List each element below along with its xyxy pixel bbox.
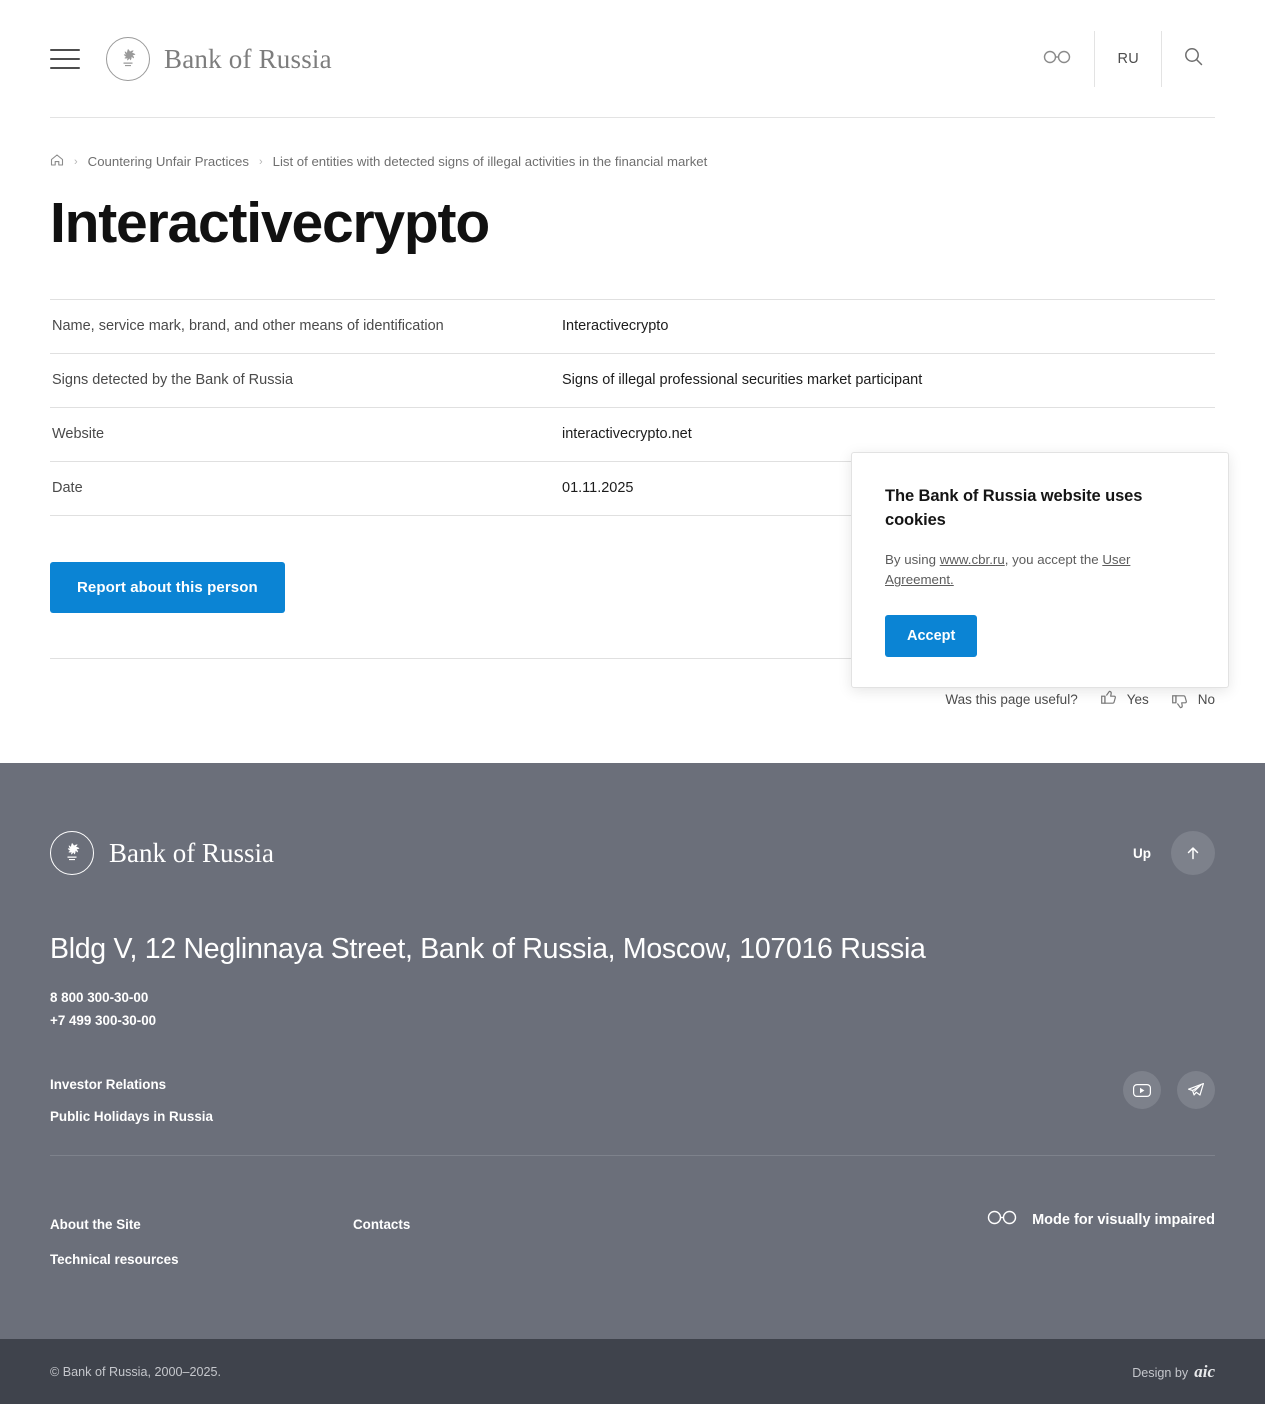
thumb-down-icon <box>1171 688 1189 711</box>
aic-studio-logo: aic <box>1194 1361 1215 1381</box>
footer-phone-2[interactable]: +7 499 300-30-00 <box>50 1013 157 1029</box>
feedback-no-label: No <box>1197 691 1215 707</box>
language-label: RU <box>1117 51 1139 67</box>
table-cell-label: Website <box>52 426 105 443</box>
arrow-up-icon <box>1171 831 1215 875</box>
footer-top-row <box>50 763 1215 875</box>
thumb-up-icon <box>1100 688 1118 711</box>
footer-phone-1[interactable]: 8 800 300-30-00 <box>50 990 149 1005</box>
site-header <box>0 0 1265 118</box>
footer-link-contacts[interactable]: Contacts <box>353 1217 411 1232</box>
cbr-website-link[interactable]: www.cbr.ru <box>939 551 1005 567</box>
footer-link-technical-resources[interactable]: Technical resources <box>50 1251 179 1267</box>
footer-links <box>50 1069 1215 1133</box>
design-by-label: Design by <box>1132 1365 1189 1380</box>
search-button[interactable] <box>1162 31 1225 87</box>
breadcrumb-separator: › <box>258 155 263 168</box>
footer-divider <box>50 1155 1215 1156</box>
home-icon[interactable] <box>50 153 64 170</box>
glasses-icon <box>1042 48 1072 70</box>
user-agreement-link[interactable]: User Agreement. <box>885 551 1131 588</box>
cookie-accept-button[interactable]: Accept <box>885 615 977 657</box>
hamburger-menu-icon[interactable] <box>50 49 80 69</box>
burger-line <box>50 67 80 69</box>
footer-link-public-holidays[interactable]: Public Holidays in Russia <box>50 1109 213 1125</box>
footer-bottom-column-2 <box>353 1208 853 1243</box>
feedback-yes-label: Yes <box>1126 691 1149 707</box>
cookie-consent-dialog <box>851 452 1229 688</box>
header-actions <box>1020 31 1225 87</box>
visually-impaired-mode-button[interactable] <box>986 1208 1215 1231</box>
footer-address: Bldg V, 12 Neglinnaya Street, Bank of Russia, Moscow, 107016 Russia <box>50 933 926 965</box>
design-by-credit[interactable] <box>1132 1362 1215 1382</box>
table-cell-label: Signs detected by the Bank of Russia <box>52 372 294 389</box>
page-title: Interactivecrypto <box>50 191 489 255</box>
scroll-to-top-label: Up <box>1133 845 1151 861</box>
eagle-emblem-icon <box>106 37 150 81</box>
table-cell-value: 01.11.2025 <box>562 480 634 497</box>
cookie-text-middle: , you accept the <box>1004 551 1103 567</box>
footer-logo-text: Bank of Russia <box>109 837 274 868</box>
visually-impaired-mode-label: Mode for visually impaired <box>1032 1211 1215 1228</box>
breadcrumb <box>50 153 1215 170</box>
glasses-icon <box>986 1208 1018 1231</box>
burger-line <box>50 49 80 51</box>
footer-social-links <box>1123 1071 1215 1109</box>
cookie-dialog-text <box>885 550 1195 591</box>
feedback-no-button[interactable] <box>1171 688 1215 711</box>
scroll-to-top-button[interactable] <box>1133 831 1215 875</box>
footer-bottom-row <box>50 1208 1215 1278</box>
table-cell-value: interactivecrypto.net <box>562 426 692 443</box>
accessibility-button[interactable] <box>1020 31 1094 87</box>
table-row <box>50 300 1215 354</box>
search-icon <box>1184 47 1203 71</box>
cookie-text-before: By using <box>885 551 940 567</box>
footer-link-investor-relations[interactable]: Investor Relations <box>50 1076 167 1092</box>
table-cell-label: Name, service mark, brand, and other means of identification <box>52 318 444 335</box>
cookie-dialog-title: The Bank of Russia website uses cookies <box>885 487 1143 529</box>
feedback-question: Was this page useful? <box>945 691 1078 707</box>
footer-bottom-column-1 <box>50 1208 353 1278</box>
table-cell-label: Date <box>52 480 83 497</box>
eagle-emblem-icon <box>50 831 94 875</box>
table-row <box>50 354 1215 408</box>
breadcrumb-item-countering-unfair-practices[interactable]: Countering Unfair Practices <box>87 154 249 169</box>
footer-phones <box>50 986 1215 1033</box>
youtube-icon[interactable] <box>1123 1071 1161 1109</box>
burger-line <box>50 58 80 60</box>
feedback-yes-button[interactable] <box>1100 688 1149 711</box>
language-switch-button[interactable] <box>1095 31 1161 87</box>
table-cell-value: Interactivecrypto <box>562 318 669 335</box>
telegram-icon[interactable] <box>1177 1071 1215 1109</box>
site-footer <box>0 763 1265 1339</box>
copyright-text: © Bank of Russia, 2000–2025. <box>50 1364 222 1379</box>
footer-link-about-the-site[interactable]: About the Site <box>50 1217 141 1232</box>
footer-logo[interactable] <box>50 831 274 875</box>
breadcrumb-separator: › <box>74 155 78 168</box>
header-logo-text: Bank of Russia <box>164 43 332 74</box>
breadcrumb-item-list-of-entities[interactable]: List of entities with detected signs of illegal activities in the financial market <box>272 154 708 169</box>
table-cell-value: Signs of illegal professional securities market participant <box>562 372 923 389</box>
report-about-this-person-button[interactable]: Report about this person <box>50 562 285 613</box>
header-logo[interactable] <box>106 37 332 81</box>
copyright-bar <box>0 1339 1265 1404</box>
